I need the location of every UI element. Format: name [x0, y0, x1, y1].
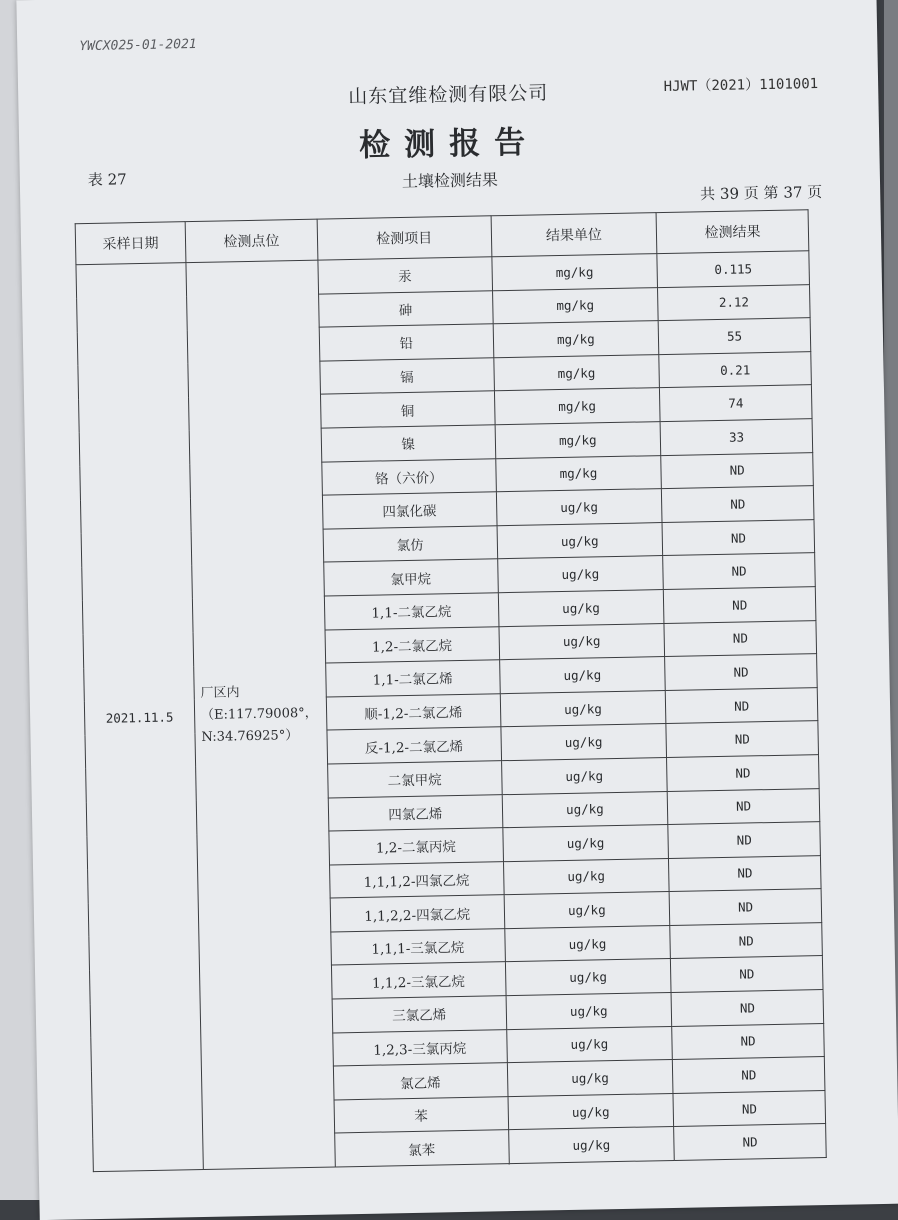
result-cell: ND [664, 620, 816, 657]
header-sample-date: 采样日期 [75, 222, 186, 265]
result-cell: ND [669, 889, 821, 926]
unit-cell: mg/kg [491, 254, 657, 291]
item-cell: 二氯甲烷 [327, 761, 501, 798]
unit-cell: ug/kg [500, 724, 666, 761]
result-cell: ND [673, 1090, 825, 1127]
unit-cell: ug/kg [499, 657, 665, 694]
unit-cell: ug/kg [504, 925, 670, 962]
item-cell: 铜 [320, 391, 494, 428]
unit-cell: ug/kg [507, 1060, 673, 1097]
result-cell: ND [669, 855, 821, 892]
unit-cell: mg/kg [494, 388, 660, 425]
item-cell: 铅 [319, 324, 493, 361]
company-name: 山东宜维检测有限公司 [348, 82, 549, 109]
item-cell: 苯 [334, 1096, 508, 1133]
unit-cell: ug/kg [504, 892, 670, 929]
unit-cell: ug/kg [502, 825, 668, 862]
result-cell: 2.12 [658, 284, 810, 321]
item-cell: 1,1-二氯乙烯 [326, 660, 500, 697]
result-cell: 0.21 [659, 351, 811, 388]
sample-date-cell: 2021.11.5 [76, 263, 203, 1172]
unit-cell: ug/kg [503, 858, 669, 895]
document-code: YWCX025-01-2021 [79, 36, 197, 55]
page-counter: 共 39 页 第 37 页 [700, 182, 823, 204]
result-cell: ND [672, 1023, 824, 1060]
unit-cell: ug/kg [499, 623, 665, 660]
result-cell: ND [664, 587, 816, 624]
item-cell: 1,1,1-三氯乙烷 [331, 929, 505, 966]
table-number: 表 27 [87, 170, 127, 190]
item-cell: 1,2,3-三氯丙烷 [333, 1029, 507, 1066]
item-cell: 镍 [321, 425, 495, 462]
item-cell: 四氯乙烯 [328, 794, 502, 831]
report-page [16, 0, 898, 1220]
unit-cell: ug/kg [500, 690, 666, 727]
unit-cell: ug/kg [501, 757, 667, 794]
unit-cell: mg/kg [495, 455, 661, 492]
item-cell: 氯仿 [323, 525, 497, 562]
unit-cell: mg/kg [492, 287, 658, 324]
report-title: 检测报告 [358, 124, 540, 164]
item-cell: 1,2-二氯乙烷 [325, 626, 499, 663]
result-cell: ND [673, 1057, 825, 1094]
header-location: 检测点位 [185, 219, 318, 263]
report-number: HJWT（2021）1101001 [663, 75, 819, 95]
item-cell: 1,1-二氯乙烷 [324, 593, 498, 630]
result-cell: 74 [660, 385, 812, 422]
unit-cell: mg/kg [495, 422, 661, 459]
result-cell: ND [665, 654, 817, 691]
item-cell: 四氯化碳 [322, 492, 496, 529]
item-cell: 氯苯 [335, 1130, 509, 1167]
item-cell: 顺-1,2-二氯乙烯 [326, 693, 500, 730]
header-unit: 结果单位 [491, 213, 657, 257]
unit-cell: ug/kg [508, 1093, 674, 1130]
unit-cell: mg/kg [493, 321, 659, 358]
unit-cell: ug/kg [505, 959, 671, 996]
result-cell: ND [667, 788, 819, 825]
result-cell: ND [671, 990, 823, 1027]
item-cell: 汞 [318, 257, 492, 294]
header-result: 检测结果 [656, 210, 809, 254]
header-item: 检测项目 [317, 216, 491, 260]
item-cell: 镉 [320, 358, 494, 395]
item-cell: 铬（六价） [322, 458, 496, 495]
unit-cell: ug/kg [498, 589, 664, 626]
result-cell: ND [671, 956, 823, 993]
item-cell: 1,2-二氯丙烷 [329, 828, 503, 865]
result-cell: ND [668, 822, 820, 859]
result-cell: ND [670, 922, 822, 959]
unit-cell: ug/kg [497, 522, 663, 559]
item-cell: 1,1,2,2-四氯乙烷 [330, 895, 504, 932]
unit-cell: ug/kg [506, 993, 672, 1030]
item-cell: 1,1,1,2-四氯乙烷 [329, 861, 503, 898]
result-cell: ND [662, 486, 814, 523]
location-cell: 厂区内（E:117.79008°，N:34.76925°） [186, 260, 335, 1169]
item-cell: 1,1,2-三氯乙烷 [331, 962, 505, 999]
result-cell: ND [667, 755, 819, 792]
unit-cell: ug/kg [508, 1127, 674, 1164]
result-cell: ND [674, 1124, 826, 1161]
result-cell: ND [661, 452, 813, 489]
item-cell: 三氯乙烯 [332, 996, 506, 1033]
result-cell: ND [665, 687, 817, 724]
soil-results-table [75, 209, 827, 1172]
unit-cell: ug/kg [502, 791, 668, 828]
table-subtitle: 土壤检测结果 [401, 170, 499, 191]
result-cell: ND [666, 721, 818, 758]
result-cell: ND [662, 519, 814, 556]
unit-cell: mg/kg [493, 354, 659, 391]
unit-cell: ug/kg [496, 489, 662, 526]
item-cell: 砷 [318, 290, 492, 327]
item-cell: 氯乙烯 [333, 1063, 507, 1100]
result-cell: 33 [660, 419, 812, 456]
result-cell: 55 [658, 318, 810, 355]
result-cell: ND [663, 553, 815, 590]
result-cell: 0.115 [657, 251, 809, 288]
item-cell: 反-1,2-二氯乙烯 [327, 727, 501, 764]
item-cell: 氯甲烷 [324, 559, 498, 596]
unit-cell: ug/kg [497, 556, 663, 593]
unit-cell: ug/kg [506, 1026, 672, 1063]
